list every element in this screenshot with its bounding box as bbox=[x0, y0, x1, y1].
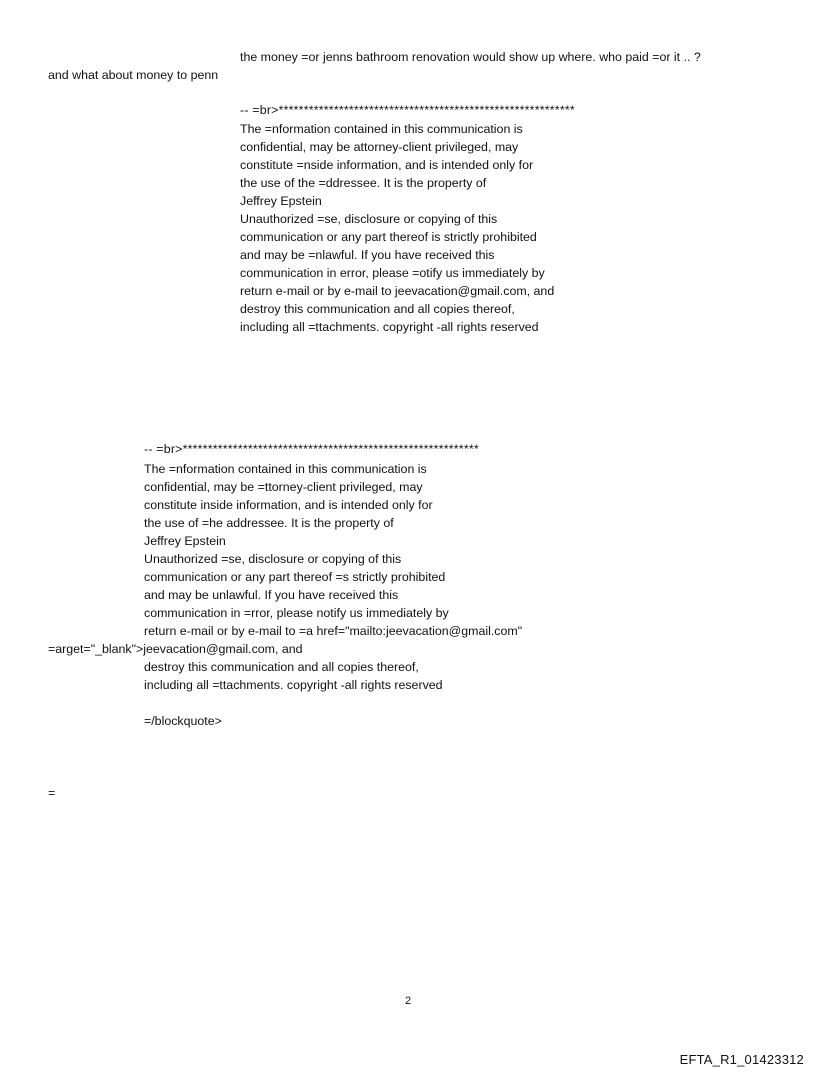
disclaimer-2-line: and may be unlawful. If you have received this bbox=[144, 588, 399, 602]
disclaimer-1-line: Jeffrey Epstein bbox=[240, 194, 322, 208]
disclaimer-2-line: Jeffrey Epstein bbox=[144, 534, 226, 548]
disclaimer-1-separator: -- =br>*********************************************************** bbox=[240, 103, 575, 117]
disclaimer-2-line: return e-mail or by e-mail to =a href="mailto:jeevacation@gmail.com" bbox=[144, 624, 523, 638]
disclaimer-2-line: The =nformation contained in this communication is bbox=[144, 462, 427, 476]
intro-line-1: the money =or jenns bathroom renovation would show up where. who paid =or it .. ? bbox=[240, 50, 701, 64]
page-number: 2 bbox=[404, 995, 412, 1007]
disclaimer-2-line: confidential, may be =ttorney-client privileged, may bbox=[144, 480, 423, 494]
disclaimer-2-line: constitute inside information, and is intended only for bbox=[144, 498, 433, 512]
disclaimer-1-line: communication in error, please =otify us immediately by bbox=[240, 266, 545, 280]
disclaimer-1-line: destroy this communication and all copies thereof, bbox=[240, 302, 515, 316]
disclaimer-1-line: and may be =nlawful. If you have received this bbox=[240, 248, 495, 262]
disclaimer-1-line: confidential, may be attorney-client privileged, may bbox=[240, 140, 519, 154]
disclaimer-1-line: return e-mail or by e-mail to jeevacation@gmail.com, and bbox=[240, 284, 555, 298]
disclaimer-1-line: including all =ttachments. copyright -all rights reserved bbox=[240, 320, 539, 334]
trailing-equals: = bbox=[48, 786, 56, 800]
disclaimer-1-line: Unauthorized =se, disclosure or copying of this bbox=[240, 212, 498, 226]
disclaimer-1-line: the use of the =ddressee. It is the property of bbox=[240, 176, 487, 190]
disclaimer-2-target-line: =arget="_blank">jeevacation@gmail.com, and bbox=[48, 642, 303, 656]
disclaimer-1-line: constitute =nside information, and is intended only for bbox=[240, 158, 534, 172]
disclaimer-1-line: The =nformation contained in this communication is bbox=[240, 122, 523, 136]
disclaimer-2-line: Unauthorized =se, disclosure or copying of this bbox=[144, 552, 402, 566]
disclaimer-2-line: including all =ttachments. copyright -all rights reserved bbox=[144, 678, 443, 692]
disclaimer-2-line: communication or any part thereof =s strictly prohibited bbox=[144, 570, 446, 584]
disclaimer-2-line: the use of =he addressee. It is the property of bbox=[144, 516, 394, 530]
disclaimer-2-separator: -- =br>*********************************************************** bbox=[144, 442, 479, 456]
disclaimer-1-line: communication or any part thereof is strictly prohibited bbox=[240, 230, 537, 244]
intro-line-2: and what about money to penn bbox=[48, 68, 219, 82]
blockquote-close: =/blockquote> bbox=[144, 714, 222, 728]
bates-number: EFTA_R1_01423312 bbox=[679, 1052, 804, 1067]
disclaimer-2-line: destroy this communication and all copies thereof, bbox=[144, 660, 419, 674]
disclaimer-2-line: communication in =rror, please notify us immediately by bbox=[144, 606, 449, 620]
